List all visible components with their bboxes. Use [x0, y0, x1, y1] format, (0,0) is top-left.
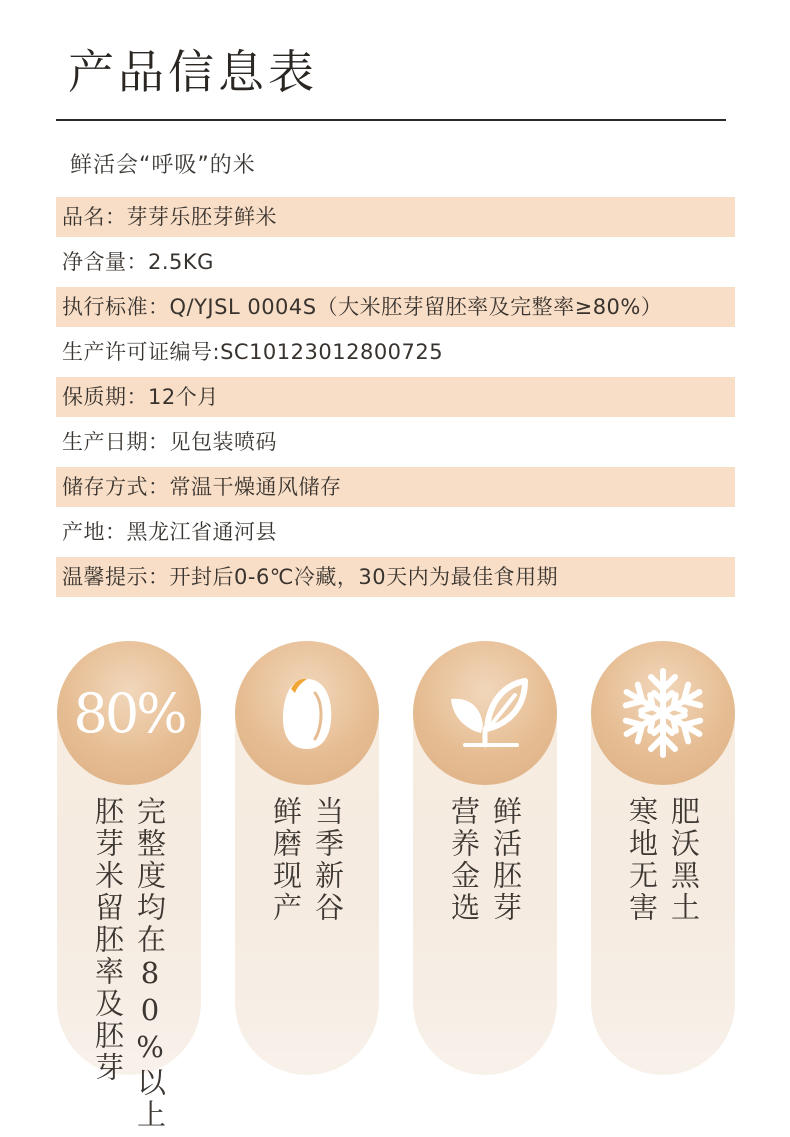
feature-text-col1: 肥沃黑土: [667, 796, 701, 924]
feature-text-col2: 胚芽米留胚率及胚芽: [91, 796, 125, 1084]
feature-card-80-percent: [57, 641, 201, 1131]
feature-text-col2: 营养金选: [447, 796, 481, 924]
feature-text-col1: 当季新谷: [311, 796, 345, 924]
page-subtitle: 鲜活会“呼吸”的米: [70, 153, 256, 178]
feature-text-col2: 鲜磨现产: [269, 796, 303, 924]
badge-text: 80%: [73, 681, 185, 745]
info-row-net-weight: 净含量：2.5KG: [62, 250, 214, 274]
feature-text-col2: 寒地无害: [625, 796, 659, 924]
info-row-product-name: 品名：芽芽乐胚芽鲜米: [56, 197, 735, 237]
info-row-license: 生产许可证编号:SC10123012800725: [62, 340, 444, 364]
sprout-leaf-icon: [413, 641, 557, 785]
info-row-production-date: 生产日期：见包装喷码: [62, 430, 277, 454]
feature-text-col1: 鲜活胚芽: [489, 796, 523, 924]
feature-text-col1: 完整度均在80%以上: [133, 796, 167, 1131]
info-row-shelf-life: 保质期：12个月: [56, 377, 735, 417]
page-title: 产品信息表: [68, 45, 318, 99]
feature-card-live-germ: [413, 641, 557, 1075]
title-divider: [56, 119, 726, 121]
info-row-origin: 产地：黑龙江省通河县: [62, 520, 277, 544]
info-row-storage: 储存方式：常温干燥通风储存: [56, 467, 735, 507]
info-row-standard: 执行标准：Q/YJSL 0004S（大米胚芽留胚率及完整率≥80%）: [56, 287, 735, 327]
rice-grain-icon: [235, 641, 379, 785]
feature-card-black-soil: [591, 641, 735, 1075]
feature-card-fresh-grain: [235, 641, 379, 1075]
snowflake-icon: [591, 641, 735, 785]
info-row-tip: 温馨提示：开封后0-6℃冷藏，30天内为最佳食用期: [56, 557, 735, 597]
percent-80-badge: [57, 641, 201, 785]
info-table: [56, 197, 735, 602]
